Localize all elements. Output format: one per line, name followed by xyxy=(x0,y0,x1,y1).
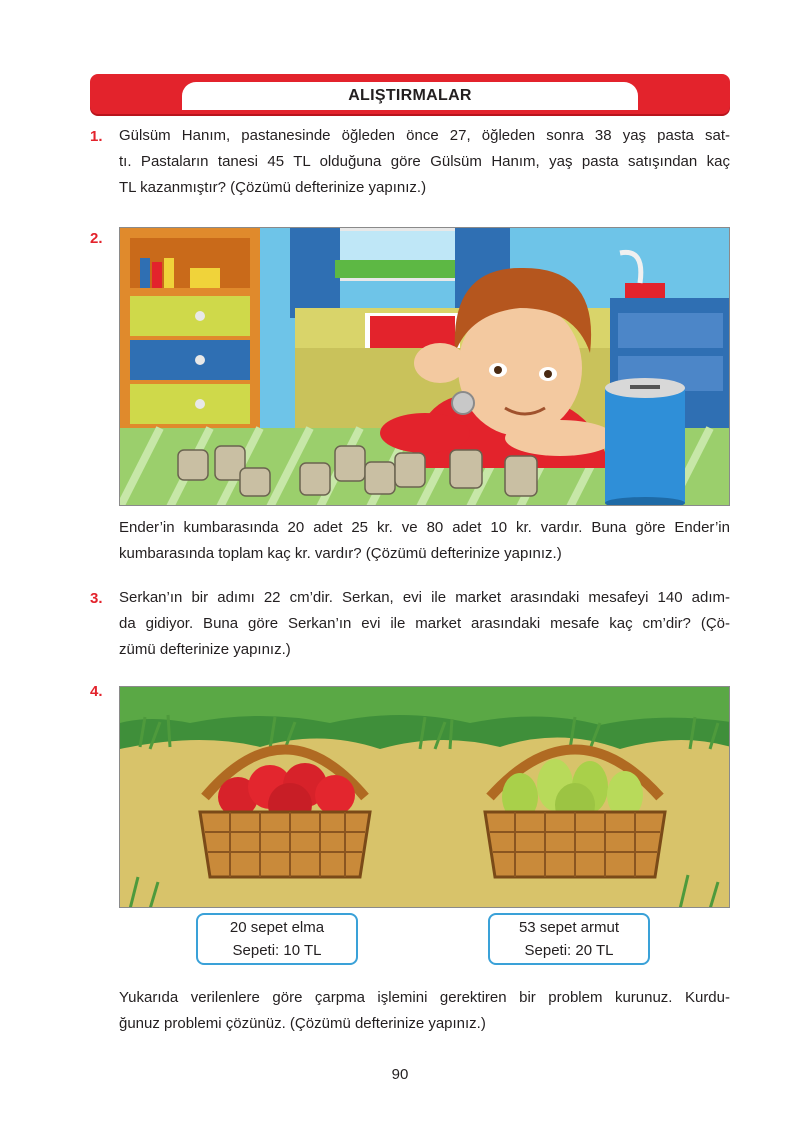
text-line: kumbarasında toplam kaç kr. vardır? (Çözümü defterinize yapınız.) xyxy=(119,545,562,562)
pear-quantity: 53 sepet armut xyxy=(518,919,620,936)
text-line: tı. Pastaların tanesi 45 TL olduğuna göre Gülsüm Hanım, yaş pasta satışından kaç xyxy=(119,153,730,170)
section-title: ALIŞTIRMALAR xyxy=(182,82,638,110)
exercise-3-text xyxy=(119,585,730,663)
exercise-1-number: 1. xyxy=(90,128,103,145)
text-line: Gülsüm Hanım, pastanesinde öğleden önce 27, öğleden sonra 38 yaş pasta sat- xyxy=(119,127,730,144)
text-line: TL kazanmıştır? (Çözümü defterinize yapınız.) xyxy=(119,179,427,196)
fruit-baskets-illustration xyxy=(119,686,730,908)
text-line: ğunuz problemi çözünüz. (Çözümü defterinize yapınız.) xyxy=(119,1015,486,1032)
apple-quantity: 20 sepet elma xyxy=(229,919,325,936)
text-line: Serkan’ın bir adımı 22 cm’dir. Serkan, evi ile market arasındaki mesafeyi 140 adım- xyxy=(119,589,730,606)
exercise-3-number: 3. xyxy=(90,590,103,607)
page-number: 90 xyxy=(391,1066,409,1083)
text-line: da gidiyor. Buna göre Serkan’ın evi ile market arasındaki mesafe kaç cm’dir? (Çö- xyxy=(119,615,730,632)
pear-price: Sepeti: 20 TL xyxy=(524,942,614,959)
apple-price-label xyxy=(196,913,358,965)
exercise-4-text xyxy=(119,985,730,1037)
exercise-4-number: 4. xyxy=(90,683,103,700)
apple-price: Sepeti: 10 TL xyxy=(232,942,322,959)
coins-scene-image xyxy=(120,228,730,506)
pear-price-label xyxy=(488,913,650,965)
exercise-1-text xyxy=(119,123,730,201)
baskets-scene-image xyxy=(120,687,730,908)
text-line: Ender’in kumbarasında 20 adet 25 kr. ve 80 adet 10 kr. vardır. Buna göre Ender’in xyxy=(119,519,730,536)
text-line: zümü defterinize yapınız.) xyxy=(119,641,291,658)
exercise-2-number: 2. xyxy=(90,230,103,247)
boy-with-piggy-bank-illustration xyxy=(119,227,730,506)
text-line: Yukarıda verilenlere göre çarpma işlemini gerektiren bir problem kurunuz. Kurdu- xyxy=(119,989,730,1006)
exercise-2-text xyxy=(119,515,730,567)
